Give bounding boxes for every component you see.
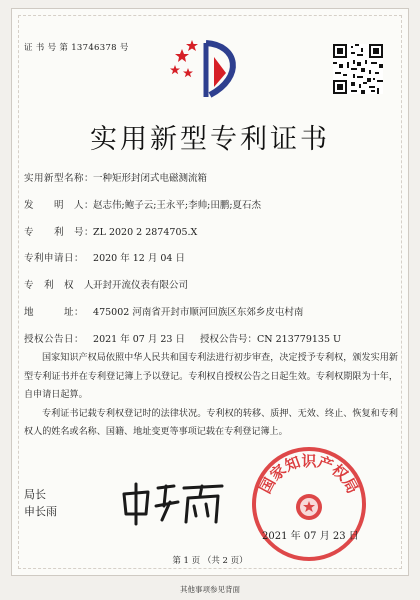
address-row <box>24 304 303 318</box>
seal-date: 2021 年 07 月 23 日 <box>262 531 359 542</box>
director-name: 申长雨 <box>24 505 57 518</box>
certificate-title: 实用新型专利证书 <box>90 124 330 155</box>
page-number: 第 1 页 （共 2 页） <box>172 556 248 566</box>
inventor-label: 发 明 人： <box>24 200 95 211</box>
grant-date-label: 授权公告日： <box>24 334 85 345</box>
filing-date-label: 专利申请日： <box>24 253 85 264</box>
grant-date-value: 2021 年 07 月 23 日 <box>93 334 185 345</box>
patentee-row <box>24 277 188 291</box>
svg-text:国家知识产权局 <box>256 452 362 497</box>
director-signature <box>118 480 230 526</box>
director-block <box>24 486 57 520</box>
patent-office-emblem <box>168 35 248 105</box>
grant-number-label: 授权公告号： <box>200 334 258 345</box>
filing-date-value: 2020 年 12 月 04 日 <box>93 253 185 264</box>
certificate-body-text <box>24 349 398 442</box>
patent-number-label: 专 利 号： <box>24 227 95 238</box>
body-paragraph-1: 国家知识产权局依照中华人民共和国专利法进行初步审查，决定授予专利权，颁发实用新型专利证书并在专利登记簿上予以登记。专利权自授权公告之日起生效。专利权期限为十年，自申请日起算。 <box>24 353 398 400</box>
inventor-value: 赵志伟;鲍子云;王永平;李帅;田鹏;夏石杰 <box>93 200 262 211</box>
director-title: 局长 <box>24 488 46 501</box>
certificate-number: 证 书 号 第 13746378 号 <box>24 43 129 53</box>
patent-number-row <box>24 224 197 238</box>
utility-model-name-value: 一种矩形封闭式电磁测流箱 <box>93 173 208 184</box>
address-label: 地 址： <box>24 307 85 318</box>
qr-code <box>333 44 383 94</box>
footer-note: 其他事项参见背面 <box>180 585 240 594</box>
national-emblem-icon <box>296 494 322 520</box>
filing-date-row <box>24 250 185 264</box>
address-value: 475002 河南省开封市顺河回族区东郊乡皮屯村南 <box>93 307 304 318</box>
utility-model-name-label: 实用新型名称： <box>24 173 95 184</box>
grant-number-group <box>200 331 341 345</box>
seal-text: 国家知识产权局 <box>256 452 362 497</box>
grant-row <box>24 331 404 345</box>
utility-model-name-row <box>24 170 207 184</box>
patentee-label: 专 利 权 人： <box>24 280 105 291</box>
patentee-value: 开封开流仪表有限公司 <box>93 280 189 291</box>
patent-number-value: ZL 2020 2 2874705.X <box>93 227 198 238</box>
body-paragraph-2: 专利证书记载专利权登记时的法律状况。专利权的转移、质押、无效、终止、恢复和专利权人的姓名或名称、国籍、地址变更等事项记载在专利登记簿上。 <box>24 408 398 437</box>
inventor-row <box>24 197 261 211</box>
grant-number-value: CN 213779135 U <box>257 334 342 345</box>
official-seal <box>250 445 368 563</box>
